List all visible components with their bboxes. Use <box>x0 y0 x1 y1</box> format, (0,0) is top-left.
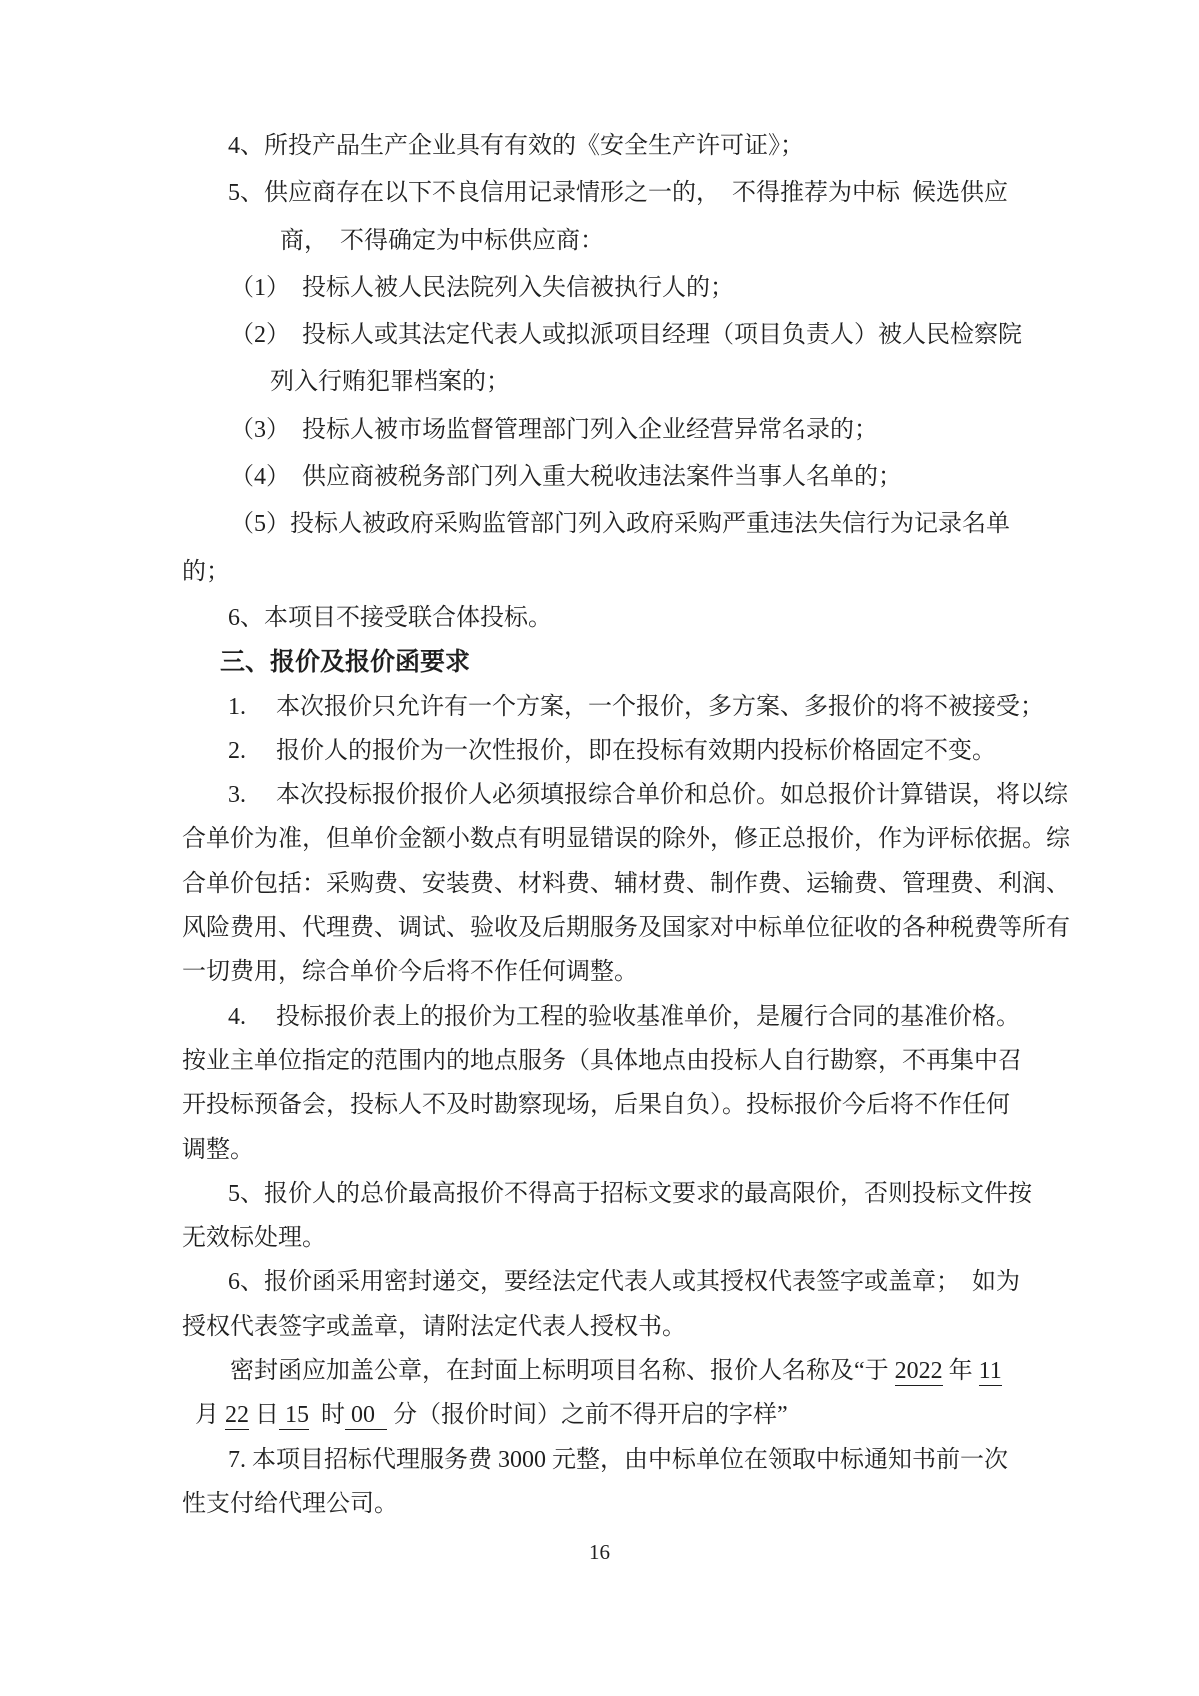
text-line: 4、所投产品生产企业具有有效的《安全生产许可证》； <box>228 133 804 159</box>
text-line: 月 22 日 15 时 00 分（报价时间）之前不得开启的字样” <box>195 1402 788 1429</box>
section-heading: 三、报价及报价函要求 <box>220 648 471 677</box>
page-number: 16 <box>589 1540 610 1564</box>
underlined-field: 11 <box>978 1358 1002 1385</box>
text-line: 合单价包括：采购费、安装费、材料费、辅材费、制作费、运输费、管理费、利润、 <box>182 870 1070 897</box>
text-line: 7. 本项目招标代理服务费 3000 元整，由中标单位在领取中标通知书前一次 <box>228 1446 1008 1473</box>
underlined-field: 15 <box>279 1402 309 1429</box>
text-line: 5、报价人的总价最高报价不得高于招标文要求的最高限价，否则投标文件按 <box>228 1180 1032 1207</box>
text-line: 商， 不得确定为中标供应商： <box>280 227 604 254</box>
underlined-field: 2022 <box>894 1358 943 1385</box>
text-line: 2. 报价人的报价为一次性报价，即在投标有效期内投标价格固定不变。 <box>228 737 996 764</box>
text-line: （1） 投标人被人民法院列入失信被执行人的； <box>230 274 734 301</box>
text-line: 密封函应加盖公章，在封面上标明项目名称、报价人名称及“于 2022 年 11 <box>230 1358 1002 1385</box>
text-line: 的； <box>182 558 230 585</box>
text-line: 按业主单位指定的范围内的地点服务（具体地点由投标人自行勘察，不再集中召 <box>182 1047 1022 1074</box>
text-line: （4） 供应商被税务部门列入重大税收违法案件当事人名单的； <box>230 464 902 491</box>
text-line: 6、报价函采用密封递交，要经法定代表人或其授权代表签字或盖章； 如为 <box>228 1269 1020 1296</box>
text-line: 6、本项目不接受联合体投标。 <box>228 604 552 631</box>
text-line: 1. 本次报价只允许有一个方案，一个报价，多方案、多报价的将不被接受； <box>228 693 1044 720</box>
text-line: 授权代表签字或盖章，请附法定代表人授权书。 <box>182 1313 686 1340</box>
text-line: 合单价为准，但单价金额小数点有明显错误的除外，修正总报价，作为评标依据。综 <box>182 826 1070 853</box>
text-line: （5）投标人被政府采购监管部门列入政府采购严重违法失信行为记录名单 <box>230 511 1010 538</box>
text-line: 无效标处理。 <box>182 1225 326 1252</box>
underlined-field: 00 <box>345 1402 387 1429</box>
text-line: 风险费用、代理费、调试、验收及后期服务及国家对中标单位征收的各种税费等所有 <box>182 915 1070 942</box>
text-line: 5、供应商存在以下不良信用记录情形之一的， 不得推荐为中标 候选供应 <box>228 180 1008 207</box>
text-line: 调整。 <box>182 1136 254 1163</box>
text-line: 3. 本次投标报价报价人必须填报综合单价和总价。如总报价计算错误，将以综 <box>228 782 1068 809</box>
text-line: 开投标预备会，投标人不及时勘察现场，后果自负）。投标报价今后将不作任何 <box>182 1092 1010 1119</box>
underlined-field: 22 <box>225 1402 249 1429</box>
text-line: 性支付给代理公司。 <box>182 1490 398 1517</box>
text-line: 一切费用，综合单价今后将不作任何调整。 <box>182 959 638 986</box>
text-line: （3） 投标人被市场监督管理部门列入企业经营异常名录的； <box>230 416 878 443</box>
text-line: 4. 投标报价表上的报价为工程的验收基准单价，是履行合同的基准价格。 <box>228 1003 1020 1030</box>
text-line: （2） 投标人或其法定代表人或拟派项目经理（项目负责人）被人民检察院 <box>230 322 1022 349</box>
text-line: 列入行贿犯罪档案的； <box>270 369 510 396</box>
